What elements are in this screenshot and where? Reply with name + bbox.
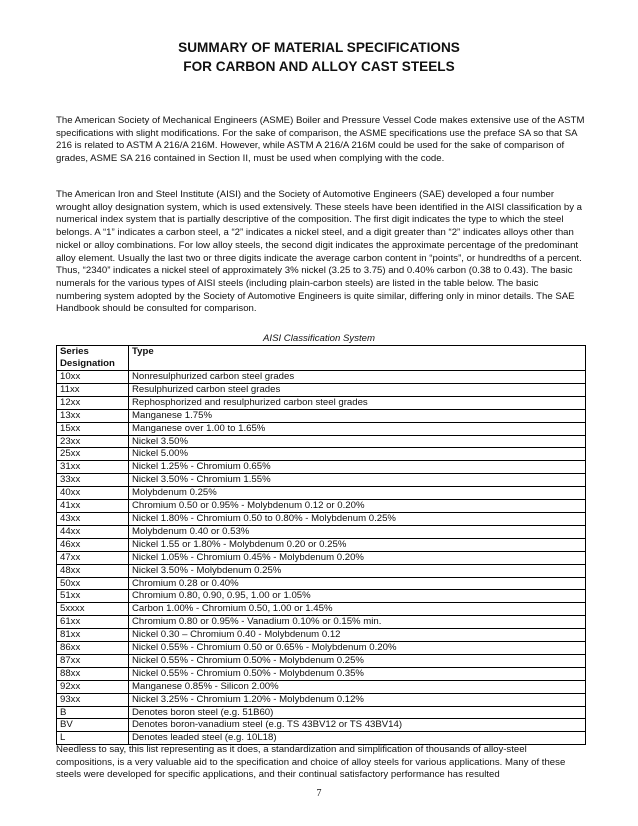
table-row xyxy=(57,371,586,384)
steel-type-cell: Resulphurized carbon steel grades xyxy=(129,383,586,396)
table-row xyxy=(57,719,586,732)
series-designation-cell: 88xx xyxy=(57,667,129,680)
series-designation-cell: 11xx xyxy=(57,383,129,396)
steel-type-cell: Nonresulphurized carbon steel grades xyxy=(129,371,586,384)
table-row xyxy=(57,693,586,706)
page-number: 7 xyxy=(316,788,322,799)
header-series-designation: Series Designation xyxy=(57,346,129,371)
series-designation-cell: BV xyxy=(57,719,129,732)
steel-type-cell: Manganese 1.75% xyxy=(129,409,586,422)
steel-type-cell: Denotes boron-vanadium steel (e.g. TS 43BV12 or TS 43BV14) xyxy=(129,719,586,732)
steel-type-cell: Molybdenum 0.40 or 0.53% xyxy=(129,525,586,538)
steel-type-cell: Chromium 0.80, 0.90, 0.95, 1.00 or 1.05% xyxy=(129,590,586,603)
steel-type-cell: Nickel 1.80% - Chromium 0.50 to 0.80% - Molybdenum 0.25% xyxy=(129,512,586,525)
steel-type-cell: Nickel 5.00% xyxy=(129,448,586,461)
paragraph-closing: Needless to say, this list representing as it does, a standardization and simplification of thousands of alloy-steel compositions, is a very valuable aid to the specification and choice of alloy steels for various applications. Many of these steels were developed for specific applications, and their continual satisfactory performance has resulted xyxy=(56,744,566,781)
steel-type-cell: Chromium 0.80 or 0.95% - Vanadium 0.10% or 0.15% min. xyxy=(129,616,586,629)
table-row xyxy=(57,629,586,642)
steel-type-cell: Manganese over 1.00 to 1.65% xyxy=(129,422,586,435)
series-designation-cell: 23xx xyxy=(57,435,129,448)
table-row xyxy=(57,448,586,461)
table-row xyxy=(57,564,586,577)
steel-type-cell: Denotes boron steel (e.g. 51B60) xyxy=(129,706,586,719)
table-row xyxy=(57,525,586,538)
table-row xyxy=(57,487,586,500)
aisi-classification-table xyxy=(56,345,586,745)
title-line-1: SUMMARY OF MATERIAL SPECIFICATIONS xyxy=(178,40,460,55)
table-row xyxy=(57,680,586,693)
series-designation-cell: 40xx xyxy=(57,487,129,500)
table-row xyxy=(57,538,586,551)
series-designation-cell: L xyxy=(57,732,129,745)
table-caption: AISI Classification System xyxy=(263,333,375,344)
paragraph-aisi: The American Iron and Steel Institute (AISI) and the Society of Automotive Engineers (SAE) developed a four number wrought alloy designation system, which is used extensively. These steels have been identified in the AISI classification by a numerical index system that is partially descriptive of the composition. The first digit indicates the type to which the steel belongs. A “1” indicates a carbon steel, a “2” indicates a nickel steel, and a digit greater than “2” indicates alloys other than nickel or alloy combinations. For low alloy steels, the second digit indicates the approximate percentage of the predominant alloy element. Usually the last two or three digits indicate the average carbon content in “points”, or hundredths of a percent. Thus, “2340” indicates a nickel steel of approximately 3% nickel (3.25 to 3.75) and 0.40% carbon (0.38 to 0.43). The basic numerals for the various types of AISI steels (including plain-carbon steels) are listed in the table below. The basic numbering system adopted by the Society of Automotive Engineers is quite similar, differing only in minor details. The SAE Handbook should be consulted for comparison. xyxy=(56,189,582,315)
series-designation-cell: 92xx xyxy=(57,680,129,693)
series-designation-cell: B xyxy=(57,706,129,719)
steel-type-cell: Chromium 0.28 or 0.40% xyxy=(129,577,586,590)
table-row xyxy=(57,512,586,525)
table-row xyxy=(57,422,586,435)
steel-type-cell: Nickel 3.50% - Molybdenum 0.25% xyxy=(129,564,586,577)
table-row xyxy=(57,667,586,680)
page-title xyxy=(0,38,638,76)
paragraph-asme: The American Society of Mechanical Engineers (ASME) Boiler and Pressure Vessel Code makes extensive use of the ASTM specifications with slight modifications. For the sake of comparison, the ASME specifications use the preface SA so that SA 216 is related to ASTM A 216/A 216M. However, while ASTM A 216/A 216M could be used for the sake of comparison of grades, ASME SA 216 contained in Section II, must be used when complying with the code. xyxy=(56,115,585,165)
steel-type-cell: Nickel 3.50% xyxy=(129,435,586,448)
table-row xyxy=(57,396,586,409)
series-designation-cell: 31xx xyxy=(57,461,129,474)
table-row xyxy=(57,603,586,616)
series-designation-cell: 50xx xyxy=(57,577,129,590)
series-designation-cell: 13xx xyxy=(57,409,129,422)
table-row xyxy=(57,732,586,745)
series-designation-cell: 87xx xyxy=(57,654,129,667)
table-row xyxy=(57,409,586,422)
steel-type-cell: Denotes leaded steel (e.g. 10L18) xyxy=(129,732,586,745)
series-designation-cell: 43xx xyxy=(57,512,129,525)
table-row xyxy=(57,654,586,667)
table-row xyxy=(57,577,586,590)
series-designation-cell: 93xx xyxy=(57,693,129,706)
series-designation-cell: 51xx xyxy=(57,590,129,603)
series-designation-cell: 5xxxx xyxy=(57,603,129,616)
table-row xyxy=(57,435,586,448)
series-designation-cell: 47xx xyxy=(57,551,129,564)
table-row xyxy=(57,500,586,513)
steel-type-cell: Molybdenum 0.25% xyxy=(129,487,586,500)
table-row xyxy=(57,551,586,564)
series-designation-cell: 15xx xyxy=(57,422,129,435)
steel-type-cell: Nickel 1.55 or 1.80% - Molybdenum 0.20 or 0.25% xyxy=(129,538,586,551)
series-designation-cell: 61xx xyxy=(57,616,129,629)
table-header-row xyxy=(57,346,586,371)
series-designation-cell: 12xx xyxy=(57,396,129,409)
series-designation-cell: 25xx xyxy=(57,448,129,461)
series-designation-cell: 44xx xyxy=(57,525,129,538)
series-designation-cell: 81xx xyxy=(57,629,129,642)
steel-type-cell: Chromium 0.50 or 0.95% - Molybdenum 0.12 or 0.20% xyxy=(129,500,586,513)
table-row xyxy=(57,383,586,396)
table-row xyxy=(57,474,586,487)
steel-type-cell: Nickel 3.50% - Chromium 1.55% xyxy=(129,474,586,487)
steel-type-cell: Rephosphorized and resulphurized carbon steel grades xyxy=(129,396,586,409)
series-designation-cell: 41xx xyxy=(57,500,129,513)
table-row xyxy=(57,616,586,629)
title-line-2: FOR CARBON AND ALLOY CAST STEELS xyxy=(183,59,455,74)
table-row xyxy=(57,706,586,719)
steel-type-cell: Carbon 1.00% - Chromium 0.50, 1.00 or 1.45% xyxy=(129,603,586,616)
table-row xyxy=(57,642,586,655)
steel-type-cell: Nickel 3.25% - Chromium 1.20% - Molybdenum 0.12% xyxy=(129,693,586,706)
series-designation-cell: 10xx xyxy=(57,371,129,384)
steel-type-cell: Nickel 1.05% - Chromium 0.45% - Molybdenum 0.20% xyxy=(129,551,586,564)
series-designation-cell: 46xx xyxy=(57,538,129,551)
series-designation-cell: 48xx xyxy=(57,564,129,577)
steel-type-cell: Nickel 0.55% - Chromium 0.50% - Molybdenum 0.25% xyxy=(129,654,586,667)
table-body xyxy=(57,371,586,745)
steel-type-cell: Nickel 1.25% - Chromium 0.65% xyxy=(129,461,586,474)
steel-type-cell: Nickel 0.55% - Chromium 0.50% - Molybdenum 0.35% xyxy=(129,667,586,680)
series-designation-cell: 86xx xyxy=(57,642,129,655)
steel-type-cell: Manganese 0.85% - Silicon 2.00% xyxy=(129,680,586,693)
series-designation-cell: 33xx xyxy=(57,474,129,487)
table-row xyxy=(57,461,586,474)
steel-type-cell: Nickel 0.30 – Chromium 0.40 - Molybdenum 0.12 xyxy=(129,629,586,642)
table-row xyxy=(57,590,586,603)
header-type: Type xyxy=(129,346,586,371)
steel-type-cell: Nickel 0.55% - Chromium 0.50 or 0.65% - Molybdenum 0.20% xyxy=(129,642,586,655)
